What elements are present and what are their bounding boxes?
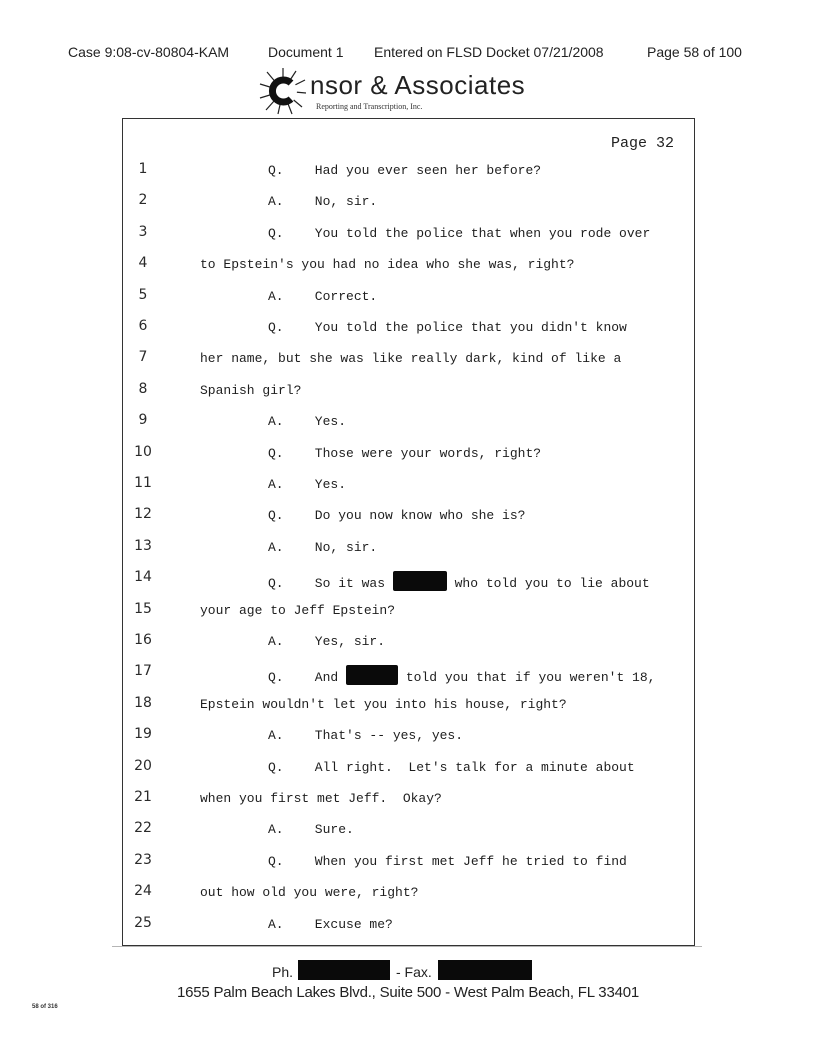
line-number: 9 xyxy=(138,412,148,428)
footer-contact xyxy=(0,962,816,984)
case-number: Case 9:08-cv-80804-KAM xyxy=(68,44,230,60)
line-number: 2 xyxy=(138,192,148,208)
line-number: 3 xyxy=(138,224,148,240)
transcript-line xyxy=(268,665,655,685)
line-number: 24 xyxy=(134,883,152,899)
line-number: 22 xyxy=(134,820,152,836)
frame-shadow-line xyxy=(112,946,702,951)
company-tagline: Reporting and Transcription, Inc. xyxy=(316,102,423,111)
transcript-line xyxy=(200,791,442,806)
line-text-segment: Spanish girl? xyxy=(200,383,302,398)
line-text-segment: A. Yes. xyxy=(268,477,347,492)
line-number: 6 xyxy=(138,318,148,334)
line-number: 12 xyxy=(134,506,152,522)
line-number: 16 xyxy=(134,632,152,648)
transcript-line xyxy=(200,603,395,618)
line-text-segment: Q. So it was xyxy=(268,576,393,591)
line-text-segment: A. No, sir. xyxy=(268,540,378,555)
transcript-line xyxy=(268,508,525,523)
transcript-line xyxy=(268,289,377,304)
line-text-segment: Q. All right. Let's talk for a minute about xyxy=(268,760,635,775)
fax-label: - Fax. xyxy=(396,964,432,980)
transcript-line xyxy=(268,728,463,743)
line-text-segment: Q. Those were your words, right? xyxy=(268,446,542,461)
redacted-name xyxy=(346,665,398,685)
docket-page-number: Page 58 of 100 xyxy=(647,44,742,60)
line-number: 23 xyxy=(134,852,152,868)
line-text-segment: told you that if you weren't 18, xyxy=(398,670,656,685)
transcript-line xyxy=(200,383,301,398)
transcript-line xyxy=(268,822,354,837)
transcript-line xyxy=(268,760,635,775)
redacted-phone xyxy=(298,960,390,980)
transcript-line xyxy=(268,571,650,591)
transcript-line xyxy=(268,414,346,429)
redacted-name xyxy=(393,571,447,591)
line-number: 20 xyxy=(134,758,152,774)
line-number: 21 xyxy=(134,789,152,805)
line-text-segment: your age to Jeff Epstein? xyxy=(200,603,396,618)
transcript-line xyxy=(200,697,567,712)
line-number: 8 xyxy=(138,381,148,397)
transcript-line xyxy=(268,477,346,492)
company-logo xyxy=(258,66,548,118)
transcript-line xyxy=(268,320,627,335)
line-number: 25 xyxy=(134,915,152,931)
line-text-segment: when you first met Jeff. Okay? xyxy=(200,791,442,806)
line-number: 1 xyxy=(138,161,148,177)
line-number: 11 xyxy=(134,475,152,491)
line-number: 17 xyxy=(134,663,152,679)
transcript-line xyxy=(200,351,621,366)
line-text-segment: to Epstein's you had no idea who she was, right? xyxy=(200,257,575,272)
company-name: nsor & Associates xyxy=(310,70,526,100)
footer-address: 1655 Palm Beach Lakes Blvd., Suite 500 - West Palm Beach, FL 33401 xyxy=(176,984,640,1001)
transcript-line xyxy=(268,854,627,869)
line-text-segment: Q. Do you now know who she is? xyxy=(268,508,526,523)
document-number: Document 1 xyxy=(268,44,344,60)
line-text-segment: A. That's -- yes, yes. xyxy=(268,728,464,743)
line-number: 4 xyxy=(138,255,148,271)
transcript-line xyxy=(268,194,377,209)
line-text-segment: Epstein wouldn't let you into his house, right? xyxy=(200,697,567,712)
redacted-fax xyxy=(438,960,532,980)
line-text-segment: A. Excuse me? xyxy=(268,917,393,932)
line-text-segment: A. Yes, sir. xyxy=(268,634,386,649)
line-text-segment: Q. When you first met Jeff he tried to find xyxy=(268,854,627,869)
line-text-segment: her name, but she was like really dark, kind of like a xyxy=(200,351,622,366)
line-number: 10 xyxy=(134,444,152,460)
line-text-segment: who told you to lie about xyxy=(446,576,650,591)
logo-c-icon xyxy=(258,66,308,116)
transcript-line xyxy=(268,226,650,241)
line-number: 14 xyxy=(134,569,152,585)
transcript-line xyxy=(268,540,377,555)
line-number: 5 xyxy=(138,287,148,303)
transcript-page-label: Page 32 xyxy=(610,135,674,152)
transcript-line xyxy=(268,446,541,461)
line-text-segment: Q. You told the police that when you rode over xyxy=(268,226,651,241)
docket-entry-date: Entered on FLSD Docket 07/21/2008 xyxy=(374,44,604,60)
line-text-segment: A. No, sir. xyxy=(268,194,378,209)
line-number: 13 xyxy=(134,538,152,554)
phone-label: Ph. xyxy=(272,964,294,980)
transcript-frame xyxy=(122,118,695,946)
line-text-segment: A. Correct. xyxy=(268,289,378,304)
line-text-segment: A. Sure. xyxy=(268,822,354,837)
line-number: 7 xyxy=(138,349,148,365)
transcript-line xyxy=(268,917,393,932)
line-number: 15 xyxy=(134,601,152,617)
bates-stamp: 58 of 316 xyxy=(32,1004,58,1010)
transcript-line xyxy=(268,634,385,649)
transcript-line xyxy=(200,257,574,272)
transcript-line xyxy=(200,885,418,900)
line-text-segment: Q. You told the police that you didn't know xyxy=(268,320,627,335)
line-text-segment: A. Yes. xyxy=(268,414,347,429)
line-number: 19 xyxy=(134,726,152,742)
line-number: 18 xyxy=(134,695,152,711)
transcript-line xyxy=(268,163,541,178)
line-text-segment: Q. And xyxy=(268,670,347,685)
line-text-segment: out how old you were, right? xyxy=(200,885,419,900)
line-text-segment: Q. Had you ever seen her before? xyxy=(268,163,542,178)
